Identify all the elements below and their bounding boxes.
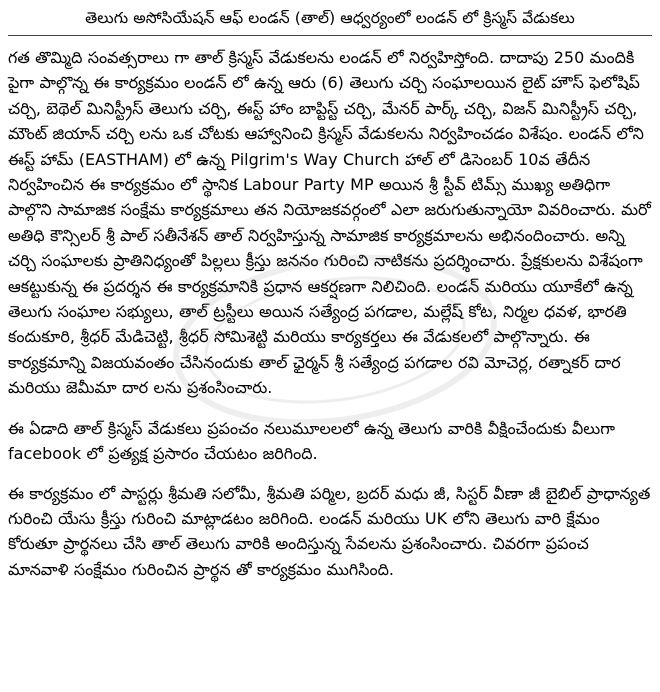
article-title: తెలుగు అసోసియేషన్ ఆఫ్ లండన్ (తాల్) ఆధ్వర్యంలో లండన్ లో క్రిస్మస్ వేడుకలు: [85, 9, 575, 27]
title-divider: [8, 35, 652, 36]
paragraph-2: ఈ ఏడాది తాల్ క్రిస్మస్ వేడుకలు ప్రపంచం నలుమూలలలో ఉన్న తెలుగు వారికి వీక్షించేందుకు వీలుగా facebook లో ప్రత్యక్ష ప్రసారం చేయటం జరిగింది.: [8, 418, 615, 464]
paragraph-3: ఈ కార్యక్రమం లో పాస్టర్లు శ్రీమతి సలోమీ, శ్రీమతి పర్మిల, బ్రదర్ మధు జీ, సిస్టర్ వీణా జీ బైబిల్ ప్రాధాన్యత గురించి యేసు క్రీస్తు గురించి మాట్లాడటం జరిగింది. లండన్ మరియు UK లోని తెలుగు వారి క్షేమం కోరుతూ ప్రార్థనలు చేసి తాల్ తెలుగు వారికి అందిస్తున్న సేవలను ప్రశంసించారు. చివరగా ప్రపంచ మానవాళి సంక్షేమం గురించిన ప్రార్థన తో కార్యక్రమం ముగిసింది.: [8, 483, 651, 579]
paragraph-1: గత తొమ్మిది సంవత్సరాలు గా తాల్ క్రిస్మస్ వేడుకలను లండన్ లో నిర్వహిస్తోంది. దాదాపు 250 మందికి పైగా పాల్గొన్న ఈ కార్యక్రమం లండన్ లో ఉన్న ఆరు (6) తెలుగు చర్చి సంఘాలయిన లైట్ హౌస్ ఫెలోషిప్ చర్చి, బెథెల్ మినిస్ట్రీస్ తెలుగు చర్చి, ఈస్ట్ హాం బాప్టిస్ట్ చర్చి, మేనర్ పార్క్ చర్చి, విజన్ మినిస్ట్రీస్ చర్చి, మౌంట్ జియాన్ చర్చి లను ఒక చోటకు ఆహ్వానించి క్రిస్మస్ వేడుకలను నిర్వహించడం విశేషం. లండన్ లోని ఈస్ట్ హామ్ (EASTHAM) లో ఉన్న Pilgrim's Way Church హాల్ లో డిసెంబర్ 10వ తేదీన నిర్వహించిన ఈ కార్యక్రమం లో స్థానిక Labour Party MP అయిన శ్రీ స్టీవ్ టిమ్స్ ముఖ్య అతిధిగా పాల్గొని సామాజిక సంక్షేమ కార్యక్రమాలు తన నియోజకవర్గంలో ఎలా జరుగుతున్నాయో వివరించారు. మరో అతిధి కౌన్సిలర్ శ్రీ పాల్ సతీనేశన్ తాల్ నిర్వహిస్తున్న సామాజిక కార్యక్రమాలను అభినందించారు. అన్ని చర్చి సంఘాలకు ప్రాతినిధ్యంతో పిల్లలు క్రీస్తు జననం గురించి నాటికను ప్రదర్శించారు. ప్రేక్షకులను విశేషంగా ఆకట్టుకున్న ఈ ప్రదర్శన ఈ కార్యక్రమానికి ప్రధాన ఆకర్షణగా నిలిచింది. లండన్ మరియు యూకేలో ఉన్న తెలుగు సంఘాల సభ్యులు, తాల్ ట్రస్టీలు అయిన సత్యేంద్ర పగడాల, మల్లేష్ కోట, నిర్మల ధవళ, భారతి కందుకూరి, శ్రీధర్ మేడిచెట్టి, శ్రీధర్ సోమిశెట్టి మరియు కార్యకర్తలు ఈ వేడుకలలో పాల్గొన్నారు. ఈ కార్యక్రమాన్ని విజయవంతం చేసినందుకు తాల్ ఛైర్మన్ శ్రీ సత్యేంద్ర పగడాల రవి మోచెర్ల, రత్నాకర్ దార మరియు జెమీమా దార లను ప్రశంసించారు.: [8, 48, 651, 398]
